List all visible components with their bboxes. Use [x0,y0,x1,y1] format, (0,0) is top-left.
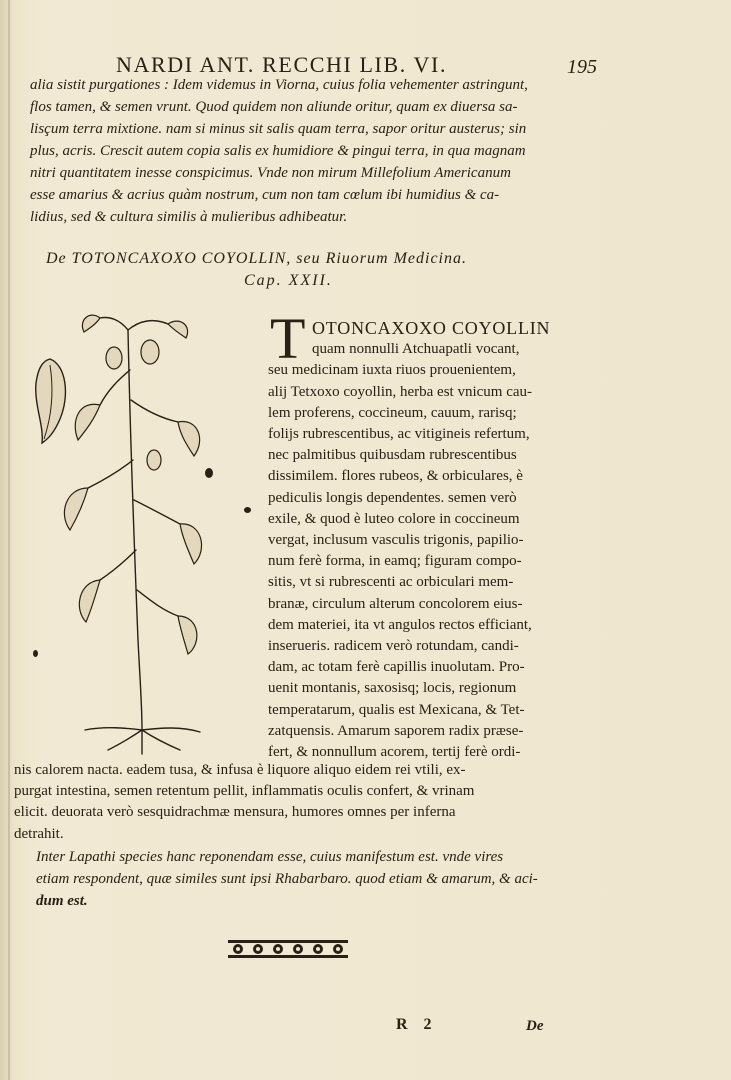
seed-pod-icon [30,355,72,447]
text-line: uenit montanis, saxosisq; locis, regionum [268,680,517,697]
text-line: branæ, circulum alterum concolorem eius- [268,595,523,612]
text-line: nis calorem nacta. eadem tusa, & infusa è liquore aliquo eidem rei vtili, ex- [14,762,466,778]
chapter-label: Cap. XXII. [244,272,333,289]
section-heading: De TOTONCAXOXO COYOLLIN, seu Riuorum Medicina. [46,250,467,267]
text-line: pediculis longis dependentes. semen verò [268,489,517,506]
text-line: alia sistit purgationes : Idem videmus in Viorna, cuius folia vehementer astringunt, [30,77,528,93]
text-line: seu medicinam iuxta riuos prouenientem, [268,362,516,379]
text-line: etiam respondent, quæ similes sunt ipsi Rhabarbaro. quod etiam & amarum, & aci- [36,871,538,887]
text-line: dem materiei, ita vt angulos rectos efficiant, [268,616,532,633]
page-number: 195 [567,56,597,78]
text-line: OTONCAXOXO COYOLLIN [312,318,551,338]
text-line: lidius, sed & cultura similis à mulieribus adhibeatur. [30,209,348,225]
text-line: inserueris. radicem verò rotundam, candi- [268,638,519,655]
printer-ornament-icon [226,936,350,962]
text-line: folijs rubrescentibus, ac vitigineis refertum, [268,426,530,443]
chapter-body [268,318,586,763]
text-line: dum est. [36,893,88,909]
text-line: lem proferens, coccineum, cauum, rarisq; [268,404,517,421]
text-line: exile, & quod è luteo colore in coccineum [268,510,520,527]
text-line: plus, acris. Crescit autem copia salis ex humidiore & pingui terra, in qua magnam [30,143,526,159]
text-line: purgat intestina, semen retentum pellit, inflammatis oculis confert, & vrinam [14,783,475,800]
printer-mark [244,507,251,513]
running-head: NARDI ANT. RECCHI LIB. VI. [116,52,448,77]
text-line: fert, & nonnullum acorem, tertij ferè ordi- [268,744,521,761]
catchword: De [526,1018,544,1034]
text-line: detrahit. [14,825,64,842]
printer-mark [33,650,38,657]
text-line: alij Tetxoxo coyollin, herba est vnicum cau- [268,383,533,400]
text-line: dissimilem. flores rubeos, & orbiculares, è [268,468,523,485]
text-line: flos tamen, & semen vrunt. Quod quidem non aliunde oritur, quam ex diuersa sa- [30,99,518,115]
text-line: vergat, inclusum vasculis trigonis, papilio- [268,532,524,549]
opening-paragraph [30,74,596,228]
text-line: temperatarum, qualis est Mexicana, & Tet- [268,701,525,718]
text-line: Inter Lapathi species hanc reponendam esse, cuius manifestum est. vnde vires [36,849,504,865]
page-gutter [8,0,10,1080]
text-line: dam, ac totam ferè capillis inuolutam. Pro- [268,659,525,676]
drop-cap: T [270,306,306,371]
text-line: elicit. deuorata verò sesquidrachmæ mensura, humores omnes per inferna [14,804,456,821]
printer-mark [205,468,213,478]
text-line: zatquensis. Amarum saporem radix præse- [268,722,524,739]
text-line: lisçum terra mixtione. nam si minus sit salis quam terra, sapor oritur austerus; sin [30,121,527,137]
chapter-body-continued [14,760,586,845]
text-line: nitri quantitatem inesse conspicimus. Vnde non mirum Millefolium Americanum [30,165,511,181]
signature-mark: R 2 [396,1016,438,1033]
text-line: num ferè forma, in eamq; figuram compo- [268,553,522,570]
text-line: sitis, vt si rubrescenti ac orbiculari mem- [268,574,514,591]
commentary-note [36,846,588,912]
text-line: nec palmitibus quibusdam rubrescentibus [268,447,517,464]
text-line: esse amarius & acrius quàm nostrum, cum non tam cœlum ibi humidius & ca- [30,187,500,203]
text-line: quam nonnulli Atchuapatli vocant, [312,341,520,358]
